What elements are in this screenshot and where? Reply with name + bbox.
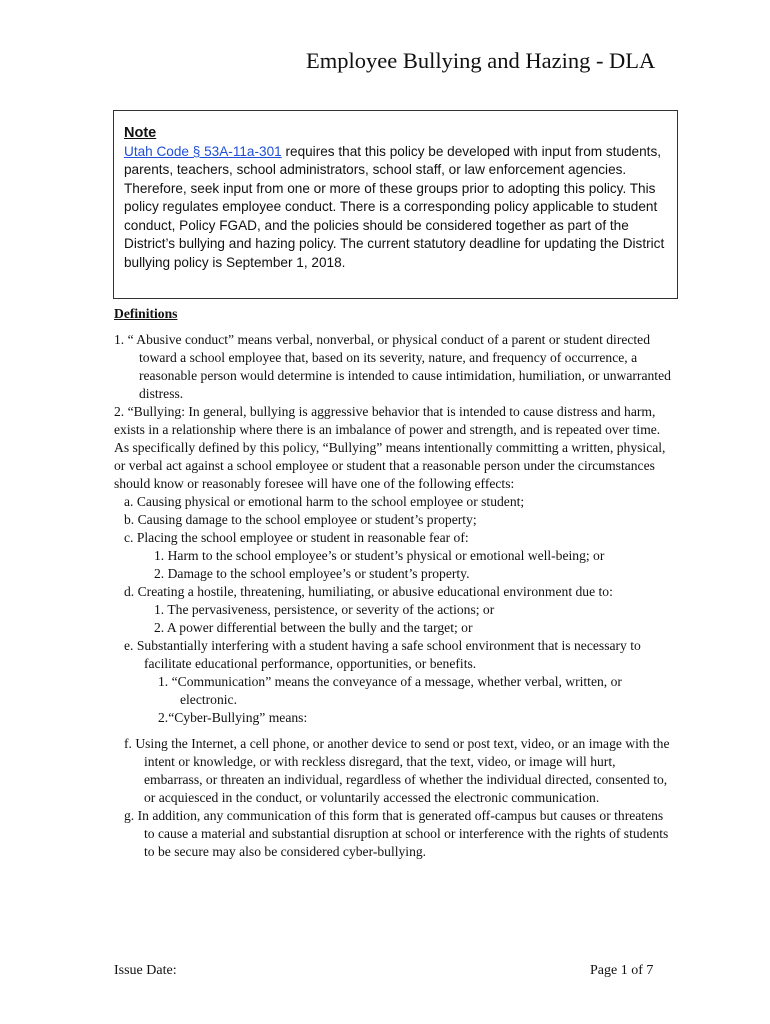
note-content — [124, 124, 672, 272]
document-title: Employee Bullying and Hazing - DLA — [306, 48, 656, 73]
definition-abusive-conduct: 1. “ Abusive conduct” means verbal, nonverbal, or physical conduct of a parent or student directed toward a school employee that, based on its severity, nature, and frequency of occurrence, a reasonable person would determine is intended to cause intimidation, humiliation, or unwarranted distress. — [114, 332, 671, 401]
note-box — [113, 110, 678, 299]
effect-c-2: 2. Damage to the school employee’s or student’s property. — [154, 566, 470, 581]
footer-page-number: Page 1 of 7 — [590, 963, 654, 978]
utah-code-link[interactable]: Utah Code § 53A-11a-301 — [124, 143, 282, 159]
effect-e: e. Substantially interfering with a student having a safe school environment that is necessary to facilitate educational performance, opportunities, or benefits. — [124, 638, 641, 671]
note-heading: Note — [124, 125, 157, 141]
definition-cyber-bullying: 2.“Cyber-Bullying” means: — [158, 710, 308, 725]
effect-d-2: 2. A power differential between the bully and the target; or — [154, 620, 473, 635]
footer-issue-date: Issue Date: — [114, 963, 177, 978]
cyber-bullying-g: g. In addition, any communication of this form that is generated off-campus but causes or threatens to cause a material and substantial disruption at school or interference with the rights of students to be secure may also be considered cyber-bullying. — [124, 808, 669, 859]
effect-d-1: 1. The pervasiveness, persistence, or severity of the actions; or — [154, 602, 495, 617]
effect-c: c. Placing the school employee or student in reasonable fear of: — [124, 530, 469, 545]
effect-b: b. Causing damage to the school employee or student’s property; — [124, 512, 477, 527]
definitions-section — [114, 305, 674, 861]
definitions-heading: Definitions — [114, 306, 178, 321]
effect-c-1: 1. Harm to the school employee’s or student’s physical or emotional well-being; or — [154, 548, 605, 563]
note-body: requires that this policy be developed with input from students, parents, teachers, school administrators, school staff, or law enforcement agencies. Therefore, seek input from one or more of these groups prior to adopting this policy. This policy regulates employee conduct. There is a corresponding policy applicable to student conduct, Policy FGAD, and the policies should be considered together as part of the District’s bullying and hazing policy. The current statutory deadline for updating the District bullying policy is September 1, 2018. — [124, 143, 665, 270]
definition-bullying: 2. “Bullying: In general, bullying is aggressive behavior that is intended to cause distress and harm, exists in a relationship where there is an imbalance of power and strength, and is repeated over time. As specifically defined by this policy, “Bullying” means intentionally committing a written, physical, or verbal act against a school employee or student that a reasonable person under the circumstances should know or reasonably foresee will have one of the following effects: — [114, 404, 666, 491]
effect-d: d. Creating a hostile, threatening, humiliating, or abusive educational environment due to: — [124, 584, 613, 599]
effect-a: a. Causing physical or emotional harm to the school employee or student; — [124, 494, 525, 509]
cyber-bullying-f: f. Using the Internet, a cell phone, or another device to send or post text, video, or an image with the intent or knowledge, or with reckless disregard, that the text, video, or image will hurt, embarrass, or threaten an individual, regardless of whether the individual directed, consented to, or acquiesced in the conduct, or voluntarily accessed the electronic communication. — [124, 736, 670, 805]
definition-communication: 1. “Communication” means the conveyance of a message, whether verbal, written, or electronic. — [158, 674, 622, 707]
